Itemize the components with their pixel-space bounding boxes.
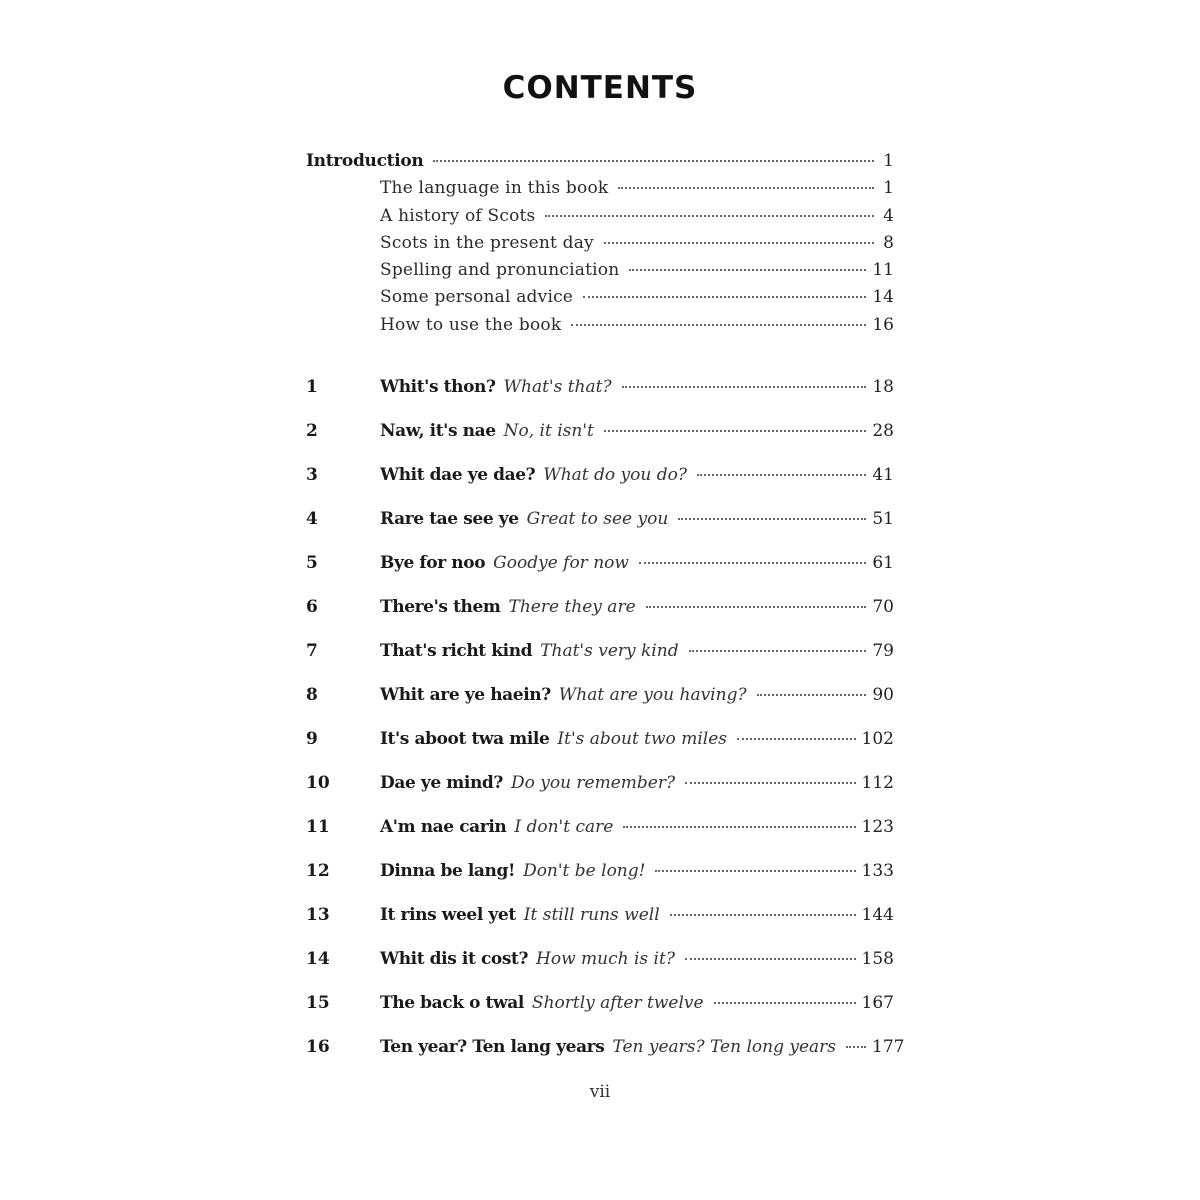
page-number: 11 — [872, 260, 894, 281]
chapter-title-scots: Whit's thon? — [380, 377, 496, 398]
chapter-title-english: What's that? — [503, 377, 612, 398]
chapter-title-scots: That's richt kind — [380, 641, 533, 662]
toc-entry-chapter — [306, 981, 894, 1025]
toc-entry-section — [306, 284, 894, 311]
page-number: 167 — [861, 993, 894, 1014]
leader-dots — [655, 870, 855, 872]
page-number: 14 — [872, 287, 894, 308]
introduction-label: Introduction — [306, 151, 424, 171]
toc-entry-chapter — [306, 497, 894, 541]
toc-entry-section — [306, 230, 894, 257]
leader-dots — [689, 650, 867, 652]
chapter-title-english: It's about two miles — [557, 729, 727, 750]
leader-dots — [685, 782, 855, 784]
chapter-title-english: It still runs well — [523, 905, 660, 926]
chapter-title-scots: Rare tae see ye — [380, 509, 519, 530]
toc-entry-chapter — [306, 1025, 905, 1069]
leader-dots — [604, 430, 867, 432]
chapter-title-scots: Bye for noo — [380, 553, 486, 574]
page-number: 61 — [872, 553, 894, 574]
chapter-number: 1 — [306, 377, 318, 398]
chapter-title-english: What do you do? — [543, 465, 687, 486]
page-number: 90 — [872, 685, 894, 706]
chapter-title-english: I don't care — [514, 817, 614, 838]
page-number: 123 — [861, 817, 894, 838]
chapter-number: 6 — [306, 597, 318, 618]
leader-dots — [545, 215, 874, 217]
toc-entry-chapter — [306, 893, 894, 937]
toc-entry-introduction — [306, 148, 894, 175]
leader-dots — [646, 606, 867, 608]
leader-dots — [714, 1002, 856, 1004]
page-number: 1 — [883, 178, 894, 199]
page-number: 133 — [861, 861, 894, 882]
toc-entry-chapter — [306, 409, 894, 453]
page-number: 51 — [872, 509, 894, 530]
chapter-title-scots: Dae ye mind? — [380, 773, 503, 794]
chapter-title-scots: Ten year? Ten lang years — [380, 1037, 605, 1058]
toc-entry-chapter — [306, 761, 894, 805]
chapter-title-english: Great to see you — [526, 509, 669, 530]
page-number: 41 — [872, 465, 894, 486]
page-title: CONTENTS — [502, 70, 698, 106]
leader-dots — [433, 160, 874, 162]
section-title: Scots in the present day — [380, 232, 594, 253]
leader-dots — [639, 562, 866, 564]
chapter-number: 12 — [306, 861, 330, 882]
chapter-number: 14 — [306, 949, 330, 970]
chapter-number: 4 — [306, 509, 318, 530]
leader-dots — [697, 474, 866, 476]
chapter-list — [306, 365, 905, 1069]
toc-entry-chapter — [306, 365, 894, 409]
leader-dots — [846, 1046, 866, 1048]
chapter-title-scots: Whit dae ye dae? — [380, 465, 536, 486]
chapter-title-scots: It's aboot twa mile — [380, 729, 550, 750]
toc-entry-section — [306, 175, 894, 202]
page-folio: vii — [589, 1082, 611, 1102]
table-of-contents — [306, 148, 905, 1069]
chapter-title-scots: The back o twal — [380, 993, 524, 1014]
leader-dots — [629, 269, 866, 271]
chapter-title-scots: There's them — [380, 597, 501, 618]
chapter-number: 2 — [306, 421, 318, 442]
leader-dots — [623, 826, 855, 828]
toc-entry-chapter — [306, 937, 894, 981]
chapter-number: 11 — [306, 817, 330, 838]
chapter-title-english: There they are — [508, 597, 636, 618]
leader-dots — [678, 518, 866, 520]
leader-dots — [670, 914, 856, 916]
chapter-title-english: Shortly after twelve — [531, 993, 704, 1014]
chapter-title-scots: A'm nae carin — [380, 817, 507, 838]
chapter-title-scots: Whit dis it cost? — [380, 949, 529, 970]
chapter-number: 13 — [306, 905, 330, 926]
chapter-title-scots: Dinna be lang! — [380, 861, 516, 882]
page-number: 144 — [861, 905, 894, 926]
leader-dots — [604, 242, 874, 244]
page-number: 8 — [883, 232, 894, 253]
leader-dots — [737, 738, 856, 740]
page-number: 18 — [872, 377, 894, 398]
page-number: 112 — [861, 773, 894, 794]
leader-dots — [583, 296, 866, 298]
chapter-title-scots: Naw, it's nae — [380, 421, 496, 442]
chapter-number: 7 — [306, 641, 318, 662]
page-number: 16 — [872, 314, 894, 335]
leader-dots — [622, 386, 867, 388]
page-number: 4 — [883, 205, 894, 226]
section-title: A history of Scots — [380, 205, 536, 226]
section-title: Some personal advice — [380, 287, 574, 308]
leader-dots — [618, 187, 874, 189]
leader-dots — [757, 694, 867, 696]
page-number: 158 — [861, 949, 894, 970]
section-title: How to use the book — [380, 314, 562, 335]
chapter-title-scots: Whit are ye haein? — [380, 685, 551, 706]
toc-entry-section — [306, 312, 894, 339]
toc-entry-chapter — [306, 805, 894, 849]
chapter-title-english: That's very kind — [540, 641, 679, 662]
page-number: 79 — [872, 641, 894, 662]
toc-entry-chapter — [306, 849, 894, 893]
page-number: 1 — [883, 151, 894, 171]
chapter-title-english: Goodye for now — [493, 553, 629, 574]
chapter-number: 5 — [306, 553, 318, 574]
toc-entry-chapter — [306, 629, 894, 673]
page-number: 177 — [872, 1037, 905, 1058]
chapter-title-scots: It rins weel yet — [380, 905, 516, 926]
section-title: The language in this book — [380, 178, 609, 199]
page-number: 28 — [872, 421, 894, 442]
chapter-number: 9 — [306, 729, 318, 750]
toc-entry-section — [306, 257, 894, 284]
chapter-number: 3 — [306, 465, 318, 486]
section-title: Spelling and pronunciation — [380, 260, 620, 281]
chapter-title-english: Do you remember? — [510, 773, 676, 794]
toc-entry-chapter — [306, 453, 894, 497]
chapter-number: 10 — [306, 773, 330, 794]
leader-dots — [571, 324, 866, 326]
chapter-title-english: Don't be long! — [523, 861, 646, 882]
introduction-sections — [306, 175, 894, 339]
toc-entry-chapter — [306, 541, 894, 585]
leader-dots — [685, 958, 856, 960]
page-number: 70 — [872, 597, 894, 618]
toc-entry-chapter — [306, 717, 894, 761]
toc-entry-chapter — [306, 585, 894, 629]
chapter-title-english: How much is it? — [536, 949, 675, 970]
chapter-number: 8 — [306, 685, 318, 706]
chapter-number: 15 — [306, 993, 330, 1014]
toc-entry-chapter — [306, 673, 894, 717]
chapter-title-english: No, it isn't — [503, 421, 594, 442]
chapter-number: 16 — [306, 1037, 330, 1058]
page-number: 102 — [861, 729, 894, 750]
chapter-title-english: What are you having? — [558, 685, 747, 706]
toc-entry-section — [306, 203, 894, 230]
chapter-title-english: Ten years? Ten long years — [612, 1037, 837, 1058]
